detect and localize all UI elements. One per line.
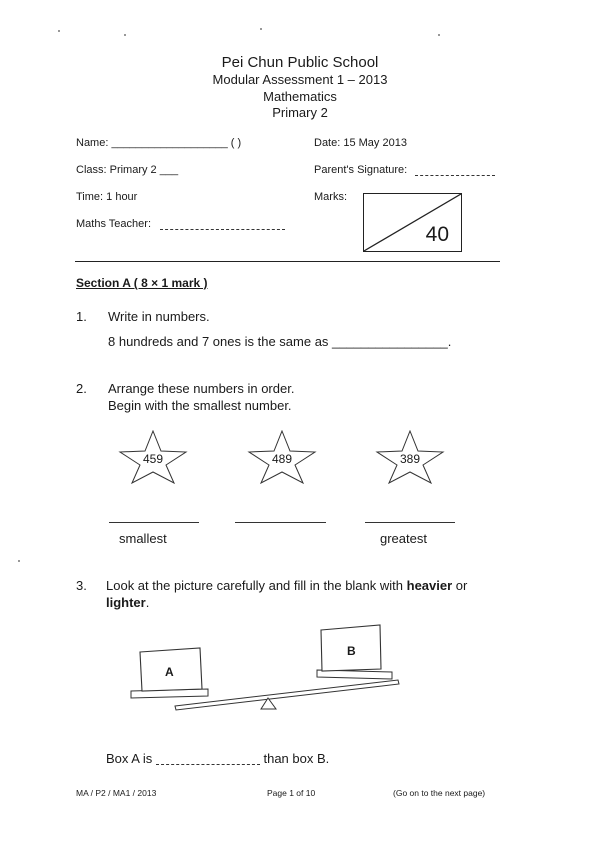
box-b-label: B xyxy=(347,644,356,658)
assessment-title: Modular Assessment 1 – 2013 xyxy=(212,72,388,87)
time-field: Time: 1 hour xyxy=(76,191,138,203)
parent-signature-blank xyxy=(415,175,495,176)
star-number: 459 xyxy=(142,452,164,466)
date-field: Date: 15 May 2013 xyxy=(314,137,407,149)
answer-blank xyxy=(365,522,455,523)
footer-code: MA / P2 / MA1 / 2013 xyxy=(76,788,157,798)
footer-page: Page 1 of 10 xyxy=(267,788,316,798)
answer-blank xyxy=(109,522,199,523)
scan-speck xyxy=(124,34,126,36)
star-number: 489 xyxy=(271,452,293,466)
parent-signature-label: Parent's Signature: xyxy=(314,164,408,176)
marks-label: Marks: xyxy=(314,191,347,203)
answer-blank xyxy=(235,522,326,523)
question-1-prompt: 8 hundreds and 7 ones is the same as ________________. xyxy=(108,334,452,349)
question-1-number: 1. xyxy=(76,309,87,324)
scan-speck xyxy=(18,560,20,562)
header-divider xyxy=(75,261,500,262)
star-number: 389 xyxy=(399,452,421,466)
section-title: Section A ( 8 × 1 mark ) xyxy=(76,276,208,290)
class-field: Class: Primary 2 ___ xyxy=(76,164,179,176)
question-3-number: 3. xyxy=(76,578,87,593)
scan-speck xyxy=(438,34,440,36)
scan-speck xyxy=(260,28,262,30)
question-3-answer: Box A is than box B. xyxy=(106,751,330,766)
greatest-label: greatest xyxy=(380,531,427,546)
marks-box xyxy=(363,193,462,252)
smallest-label: smallest xyxy=(119,531,167,546)
question-3-text-line1: Look at the picture carefully and fill in the blank with heavier or xyxy=(106,578,468,593)
school-name: Pei Chun Public School xyxy=(221,54,379,71)
question-2-number: 2. xyxy=(76,381,87,396)
box-a-label: A xyxy=(165,665,174,679)
scan-speck xyxy=(58,30,60,32)
subject-title: Mathematics xyxy=(263,89,337,104)
footer-next: (Go on to the next page) xyxy=(393,788,486,798)
answer-blank xyxy=(156,764,260,765)
teacher-label: Maths Teacher: xyxy=(76,218,152,230)
question-2-text-line1: Arrange these numbers in order. xyxy=(108,381,295,396)
marks-total: 40 xyxy=(425,223,449,246)
level-title: Primary 2 xyxy=(272,105,328,120)
question-1-text: Write in numbers. xyxy=(108,309,210,324)
teacher-blank xyxy=(160,229,285,230)
question-3-text-line2: lighter. xyxy=(106,595,150,610)
question-2-text-line2: Begin with the smallest number. xyxy=(108,398,292,413)
name-field: Name: ___________________ ( ) xyxy=(76,137,242,149)
